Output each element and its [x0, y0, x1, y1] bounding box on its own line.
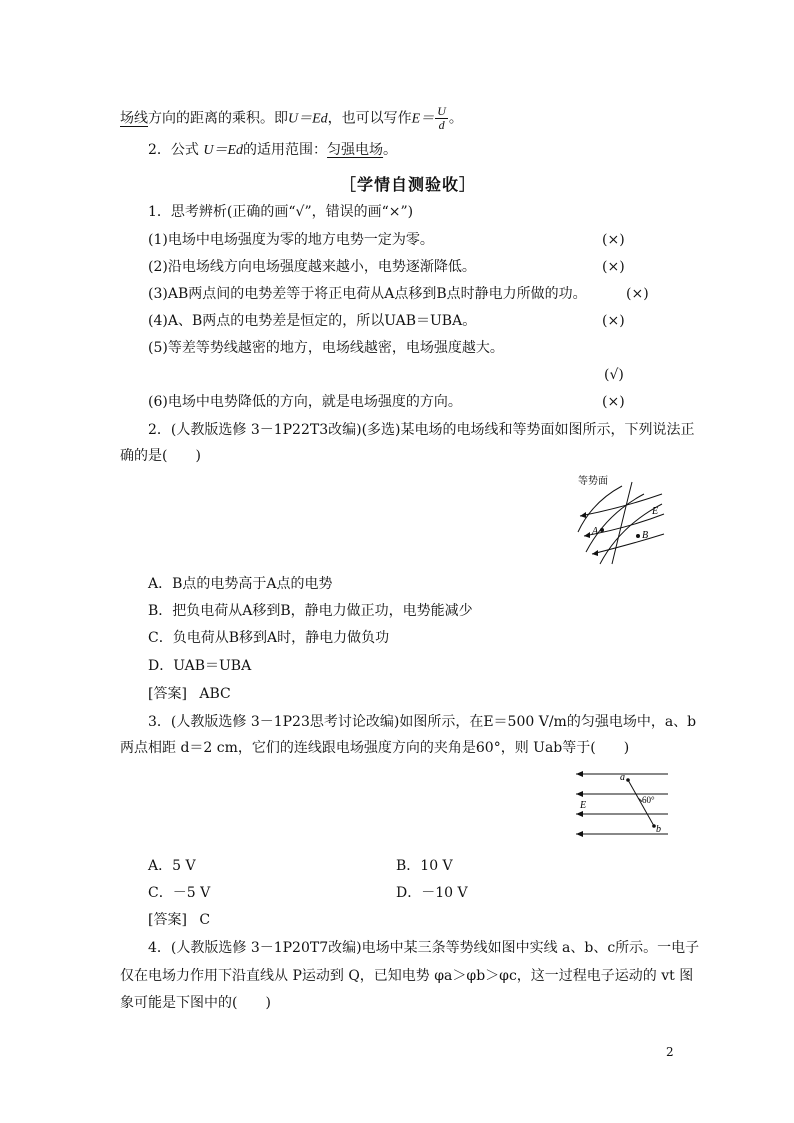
q1-item-6-mark: (×) [602, 394, 625, 410]
q3-option-c: C．－5 V [148, 885, 211, 901]
q4-stem-1: 4．(人教版选修 3－1P20T7改编)电场中某三条等势线如图中实线 a、b、c所示。一电子 [148, 940, 700, 956]
field-line-1 [580, 494, 662, 516]
label-equipotential: 等势面 [578, 476, 608, 487]
arrow-2 [584, 532, 590, 538]
scope-formula: U＝Ed [203, 143, 244, 158]
scope-line [148, 140, 397, 161]
field-lines [580, 482, 664, 564]
equipotential-arc-1 [578, 486, 622, 532]
q2-option-a: A．B点的电势高于A点的电势 [148, 576, 333, 592]
label-b: B [642, 530, 649, 541]
q2-option-c: C．负电荷从B移到A时，静电力做负功 [148, 630, 390, 646]
fraction-u-over-d [435, 105, 448, 132]
equipotential-arcs [578, 486, 662, 564]
arrow-1 [576, 771, 583, 777]
page-number: 2 [666, 1045, 674, 1059]
q1-item-2-mark: (×) [602, 259, 625, 275]
scope-value: 匀强电场 [327, 142, 384, 158]
point-a-dot [626, 778, 630, 782]
label-e: E [652, 506, 659, 517]
q1-item-1: (1)电场中电场强度为零的地方电势一定为零。 [148, 232, 434, 248]
q2-stem-2: 确的是( ) [120, 448, 201, 464]
scope-label: 2．公式 [148, 142, 199, 158]
q3-answer [148, 910, 210, 930]
q2-field-figure [572, 474, 668, 566]
q3-option-b: B．10 V [396, 858, 453, 874]
q3-stem-1: 3．(人教版选修 3－1P23思考讨论改编)如图所示，在E＝500 V/m的匀强电场中，a、b [148, 714, 697, 730]
arrow-2 [576, 791, 583, 797]
q1-item-4-mark: (×) [602, 313, 625, 329]
scope-end: 。 [383, 142, 398, 158]
scope-mid: 的适用范围： [243, 142, 328, 158]
q1-item-2: (2)沿电场线方向电场强度越来越小，电势逐渐降低。 [148, 259, 476, 275]
q3-answer-value: C [199, 912, 211, 928]
arrow-1 [580, 512, 586, 518]
fraction-numerator: U [437, 104, 446, 118]
q2-stem-1: 2．(人教版选修 3－1P22T3改编)(多选)某电场的电场线和等势面如图所示，下列说法正 [148, 422, 695, 438]
q2-option-b: B．把负电荷从A移到B，静电力做正功，电势能减少 [148, 603, 473, 619]
section-title: ［学情自测验收］ [340, 175, 477, 194]
point-a-dot [600, 528, 604, 532]
label-a: a [620, 772, 625, 783]
q2-answer-value: ABC [199, 686, 231, 702]
intro-end: 。 [448, 110, 463, 127]
q2-answer-label: [答案] [148, 686, 187, 702]
field-line-3 [592, 534, 664, 554]
label-e: E [580, 800, 587, 811]
q3-answer-label: [答案] [148, 912, 187, 928]
intro-formula-e: E＝ [411, 111, 435, 127]
q1-item-4: (4)A、B两点的电势差是恒定的，所以UAB＝UBA。 [148, 313, 477, 329]
intro-line [120, 105, 463, 132]
point-b-dot [636, 534, 640, 538]
q1-title: 1．思考辨析(正确的画“√”，错误的画“×”) [148, 204, 414, 220]
q1-item-3-mark: (×) [626, 286, 649, 302]
intro-text: 方向的距离的乘积。即 [148, 110, 288, 127]
intro-text-2: ，也可以写作 [327, 110, 412, 127]
arrow-4 [576, 831, 583, 837]
q3-uniform-field-figure [576, 768, 672, 840]
q3-stem-2: 两点相距 d＝2 cm，它们的连线跟电场强度方向的夹角是60°，则 Uab等于( ) [120, 740, 630, 756]
q2-option-d: D．UAB＝UBA [148, 658, 252, 674]
fraction-denominator: d [438, 118, 445, 132]
label-angle: 60° [642, 795, 655, 805]
field-line-4 [612, 482, 632, 564]
q2-answer [148, 684, 231, 704]
q1-item-3: (3)AB两点间的电势差等于将正电荷从A点移到B点时静电力所做的功。 [148, 286, 587, 302]
arrow-3 [592, 550, 598, 556]
intro-formula: U＝Ed [288, 111, 328, 127]
q3-option-d: D．－10 V [396, 885, 468, 901]
label-a: A [592, 526, 599, 537]
q4-stem-3: 象可能是下图中的( ) [120, 995, 271, 1011]
q1-item-5-mark: (√) [604, 367, 624, 383]
intro-underlined-term: 场线 [120, 110, 148, 127]
q1-item-6: (6)电场中电势降低的方向，就是电场强度的方向。 [148, 394, 462, 410]
label-b: b [656, 824, 661, 835]
arrow-3 [576, 811, 583, 817]
q3-option-a: A．5 V [148, 858, 196, 874]
q1-item-5: (5)等差等势线越密的地方，电场线越密，电场强度越大。 [148, 340, 504, 356]
q1-item-1-mark: (×) [602, 232, 625, 248]
q4-stem-2: 仅在电场力作用下沿直线从 P运动到 Q，已知电势 φa＞φb＞φc，这一过程电子运动的 vt 图 [120, 968, 694, 984]
